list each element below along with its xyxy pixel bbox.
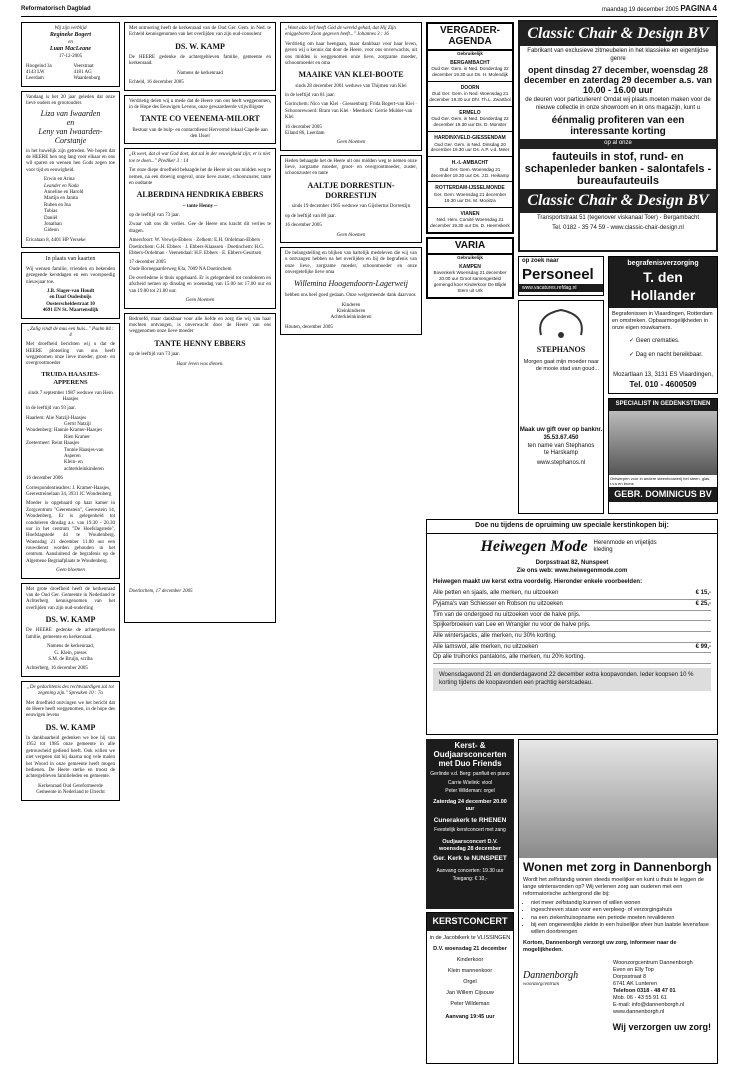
obit-flowers: Geen bloemen — [336, 232, 366, 238]
holl-check: ✓ Geen crematies. — [629, 337, 680, 344]
chair-phone: Tel. 0182 - 35 74 59 - www.classic-chair-design.nl — [552, 224, 684, 231]
birth-date: 17-12-2005 — [58, 54, 83, 60]
obit-name: TANTE HENNY EBBERS — [154, 338, 246, 348]
obit-text: Heden behaagde het de Heere uit ons midden weg te nemen onze lieve, zorgzame moeder, groot- en overgrootmoeder, zuster, schoonzuster en tante — [285, 158, 417, 177]
offer-text: Alle lamswol, alle merken, nu uitzoeken — [433, 643, 539, 650]
agenda-title: VERGADER-AGENDA — [428, 24, 512, 51]
offer-price: € 99,- — [695, 643, 711, 650]
column-3 — [280, 22, 422, 1062]
agenda-place: ROTTERDAM-IJSSELMONDE — [435, 185, 505, 192]
agenda-text: Oud Ger. Gem. Woensdag 21 december 19.30 uur Ds. J.D. Heikamp — [430, 166, 510, 178]
wed-children — [44, 177, 115, 235]
kerst1-line: Toegang: € 10,- — [452, 876, 488, 883]
obit-text2: De HEERE gedenke de achtergebleven familie, gemeente en kerkenraad. — [26, 628, 115, 640]
plaats-line: Oosterscheldestraat 10 — [46, 301, 95, 307]
logo-text: Dannenborgh — [523, 969, 579, 981]
wonen-text: Wordt het zelfstandig wonen steeds moeilijker en kunt u thuis te leggen de lange winteravonden op? Wij verlenen zorg aan ouderen met een reformatorische achtergrond die bij: — [523, 877, 704, 898]
obituary-veenema — [124, 95, 276, 145]
chair-logo: Classic Chair & Design BV — [520, 22, 716, 46]
holl-address: Mozartlaan 13, 3131 ES Vlaardingen, — [613, 372, 713, 379]
kerst1-line: Peter Wildeman: orgel — [445, 788, 495, 795]
birth-and: en — [68, 40, 73, 46]
wonen-slogan: Wij verzorgen uw zorg! — [612, 1021, 711, 1032]
page-date: maandag 19 december 2005 PAGINA 4 — [601, 4, 717, 13]
wonen-phone: Telefoon 0318 - 48 47 01 — [613, 987, 676, 994]
agenda-place: H.-I.-AMBACHT — [451, 160, 489, 167]
wed-name-1: Liza van Iwaarden — [40, 109, 101, 119]
stephanos-cta: Maak uw gift over op banknr. — [519, 427, 603, 434]
dannenborgh-photo — [519, 740, 717, 858]
addr-a-zip: 4143 LW — [26, 69, 45, 75]
signed-line: Kleinkinderen — [336, 309, 366, 315]
thanks-text: De belangstelling en blijken van hartelijk medeleven die wij van u ontvangen hebben na het overlijden en bij de begrafenis van onze lieve, zorgzame moeder, schoonmoeder en onze onvergetelijke lieve oma — [285, 250, 417, 276]
signed-line: Gemeente in Nederland te Utrecht — [36, 790, 105, 796]
child: Tobias — [44, 209, 58, 215]
birth-intro: Wij zijn verblijd — [54, 26, 87, 31]
wonen-web: www.dannenborgh.nl — [613, 1008, 665, 1015]
obit-sub: sinds 28 december 2001 weduwe van Thijmen van Klei — [295, 83, 407, 89]
obit-flowers: Geen bloemen — [185, 298, 215, 304]
agenda-text: Ger. Gem. Woensdag 21 december 19.30 uur Ds. M. Mooitza — [433, 191, 507, 203]
offer-price: € 15,- — [695, 590, 711, 597]
offer-price: € 25,- — [695, 601, 711, 608]
column-1 — [21, 22, 120, 1062]
ad-kerstconcert — [426, 912, 514, 1064]
paper-name: Reformatorisch Dagblad — [21, 6, 91, 12]
heiw-intro: Heiwegen maakt uw kerst extra voordelig. Hieronder enkele voorbeelden: — [433, 578, 643, 585]
addr-b-street: Veerstraat — [73, 63, 94, 69]
obit-text: Verdrietig delen wij u mede dat de Heere van ons heeft weggenomen, in de Hope des Eeuwigen Levens, onze gewaardeerde vrijwilligster — [129, 98, 271, 110]
wed-name-2: Leny van Iwaarden-Corstanje — [38, 127, 103, 145]
varia — [426, 237, 514, 299]
ad-den-hollander — [608, 256, 718, 394]
signed-line: Namens de kerkenraad, — [46, 644, 95, 650]
wedding-announcement — [21, 91, 120, 248]
kerst2-line: D.V. woensdag 21 december — [433, 945, 507, 952]
obit-text2: In dankbaarheid gedenken we hoe hij van 1952 tot 1985 onze gemeente in alle getrouwheid gediend heeft. Ook willen we niet vergeten dat hij daarna nog vele malen het Woord in onze gemeente heeft mogen bedienen. De Heere sterke en troost de achtergebleven familieleden en gemeente. — [26, 735, 115, 780]
obit-text: Verdrietig om haar heengaan, maar dankbaar voor haar leven, geven wij u kennis dat door de Heere, voor ons onverwachts, uit ons midden is weggenomen onze lieve, zorgzame moeder, schoonmoeder en oma — [285, 41, 417, 66]
birth-addresses — [26, 64, 115, 83]
obit-text2: Zwaar valt ons dit verlies. Gee de Heere ons kracht dit verlies te dragen. — [129, 222, 271, 234]
kerst2-line: Aanvang 19:45 uur — [445, 1013, 495, 1020]
wonen-title: Wonen met zorg in Dannenborgh — [523, 860, 712, 874]
chair-opening: opent dinsdag 27 december, woensdag 28 december en zaterdag 29 december a.s. van 10.00 - 16.00 uur — [523, 64, 713, 95]
obit-signed — [26, 784, 115, 797]
holl-banner — [609, 257, 717, 308]
agenda-item — [428, 57, 512, 82]
kerst2-line: Peter Wildeman — [450, 1000, 490, 1007]
addr-b-city: Waardenburg — [73, 76, 101, 82]
offer-text: Alle petten en sjaals, alle merken, nu uitzoeken — [433, 590, 559, 597]
offer-text: Tim van de ondergoed nu uitzoeken voor de halve prijs. — [433, 611, 581, 618]
family-line: Haarlem: Alie Natzijl-Haasjes — [26, 415, 87, 421]
obit-age: op de leeftijd van 80 jaar. — [285, 213, 336, 219]
kerst1-line: Zaterdag 24 december 20.00 uur — [433, 798, 507, 812]
personeel-url: www.vacatures.refdag.nl — [519, 284, 603, 292]
varia-title: VARIA — [428, 239, 512, 256]
obit-address: Correspondentieadres: J. Kramer-Haasjes, Geerestreinelaan 34, 3931 JC Woudenberg — [26, 485, 112, 497]
agenda-text: Oud Ger. Gem. in Ned. Donderdag 22 december 19.30 uur Ds. H. Molendijk — [431, 66, 509, 78]
wonen-mobile: Mob. 06 - 43 55 91 61 — [613, 994, 667, 1001]
offer-text: Op alle truihonks pantalons, alle merken, nu 20% korting. — [433, 654, 586, 661]
obit-age: op de leeftijd van 73 jaar. — [129, 212, 180, 218]
family-line: Rien Kramer — [64, 434, 90, 440]
personeel-top: op zoek naar — [522, 258, 559, 264]
spec-line: Ontwerpen voor in andere steenhouwerij het steen, glas, r.v.s en brons — [610, 475, 711, 486]
obit-date: 16 december 2005 — [285, 223, 322, 229]
obituary-van-klei — [280, 22, 422, 151]
obit-family: Gorinchem: Nico van Klei · Giessenburg: Frida Bogert-van Klei · Schoonrewoerd: Bram van Klei · Meerkerk: Gerrie Mulder-van Klei — [285, 102, 417, 121]
kerst2-line: Orgel — [463, 978, 477, 985]
ad-duo-friends — [426, 739, 514, 909]
wed-text: in het huwelijk zijn getreden. We hopen dat de HEERE hen nog lang voor elkaar en ons wil sparen en wensen hen Gods zegen toe voor tijd en eeuwigheid. — [26, 148, 115, 173]
kerst2-line: Jan Willem Cijsouw — [446, 989, 494, 996]
plaats-title: In plaats van kaarten — [45, 256, 96, 263]
kerst1-line: Ger. Kerk te NUNSPEET — [433, 855, 507, 863]
page-header — [21, 3, 717, 17]
agenda-item — [428, 82, 512, 107]
spec-name: GEBR. DOMINICUS BV — [609, 487, 717, 503]
obit-text: Met grote droefheid heeft de kerkenraad van de Oud Ger. Gemeente in Nederland te Achterberg kennisgenomen van het overlijden van zijn oud-ouderling — [26, 586, 115, 611]
obit-text: Tot onze diepe droefheid behaagde het de Heere uit ons midden weg te nemen, na een droevig ongeval, onze lieve zuster, schoonzuster, tante en oudtante — [129, 168, 271, 186]
wed-intro: Vandaag is het 20 jaar geleden dat onze lieve ouders en grootouders — [26, 94, 115, 107]
heiw-tagline: Herenmode en vrijetijds kleding — [593, 539, 657, 554]
heiw-web: Zie ons web: www.heiwegenmode.com — [516, 568, 628, 575]
obit-age: in de leeftijd van 93 jaar. — [26, 406, 76, 412]
vergader-agenda — [426, 22, 514, 234]
signed-line: Kinderen — [341, 302, 361, 308]
obit-quote: „Ik weet, dat al wat God doet, dat zal in der eeuwigheid zijn; er is niet toe te doen..." Prediker 3 : 14 — [129, 152, 271, 164]
chair-text: de deuren voor particulieren! Omdat wij plaats moeten maken voor de nieuwe collectie in onze showroom en in ons magazijn, kunt u — [525, 97, 711, 112]
plaats-line: 4691 EN St. Maartensdijk — [42, 308, 99, 314]
thanks-signed — [285, 303, 417, 322]
chair-address: Transportstraat 51 (tegenover viskanaal Toer) - Bergambacht — [536, 215, 700, 222]
ad-dannenborgh — [518, 739, 718, 1064]
kerst2-line: Kinderkoor — [456, 956, 484, 963]
heiw-address: Dorpsstraat 82, Nunspeet — [535, 560, 609, 567]
family-line: Woudenberg: Hannie Kramer-Haasjes — [26, 428, 103, 434]
ad-heiwegen-mode — [426, 519, 718, 735]
thanks-place: Houten, december 2005 — [285, 324, 333, 330]
birth-name-1: Regineke Bogert — [49, 32, 92, 39]
wed-and: en — [66, 118, 75, 128]
ad-personeel — [518, 256, 604, 296]
heiw-top: Doe nu tijdens de opruiming uw speciale kerstinkopen bij: — [427, 520, 717, 534]
obit-date: 17 december 2005 — [129, 260, 166, 266]
holl-head: begrafenisverzorging — [627, 260, 699, 267]
thanks-text2: hebben ons heel goed gedaan. Onze welgemeende dank daarvoor. — [285, 293, 417, 299]
stephanos-name: ten name van Stephanos — [527, 442, 595, 449]
agenda-place: VIANEN — [460, 210, 480, 217]
stephanos-place: te Harskamp — [543, 450, 578, 457]
ad-stephanos — [518, 300, 604, 514]
kerst1-line: Cunerakerk te RHENEN — [433, 816, 507, 824]
varia-item — [428, 261, 512, 297]
obit-signed: Namens de kerkenraad — [177, 70, 223, 76]
wonen-email: E-mail: info@dannenborgh.nl — [613, 1001, 685, 1008]
agenda-item — [428, 132, 512, 157]
agenda-text: Oud Ger. Gem. in Ned. Dinsdag 20 december 19.30 uur Ds. A.P. v.d. Meer — [430, 141, 510, 153]
stephanos-wreath-icon — [531, 305, 591, 345]
wonen-addr: 6741 AK Lunteren — [613, 980, 658, 987]
personeel-word: Personeel — [522, 265, 594, 283]
birth-announcement — [21, 22, 120, 87]
offer-text: Spijkerbroeken van Lee en Wrangler nu voor de halve prijs. — [433, 622, 591, 629]
kerst2-head: KERSTCONCERT — [427, 913, 513, 931]
addr-a-city: Leerdam — [26, 76, 44, 82]
kerst1-line: Gerlinde v.d. Berg: panfluit en piano — [430, 771, 510, 778]
heiw-logo: Heiwegen Mode — [480, 537, 588, 555]
kerst1-line: Aanvang concerten: 19.30 uur — [436, 867, 504, 874]
obituary-kamp-echteld — [124, 22, 276, 91]
obit-text3: De overledene is thuis opgebaard. Er is gelegenheid tot condoleren en afscheid nemen op dinsdag en woensdag van 15.00 tot 17.00 uur en van 19.00 tot 21.00 uur. — [129, 276, 271, 294]
stephanos-text: Morgen gaat mijn moeder naar de mooie stad van goud... — [523, 359, 599, 373]
kerst1-line: Feestelijk kerstconcert met zang — [434, 826, 506, 833]
offer-text: Alle wintersjacks, alle merken, nu 30% korting. — [433, 633, 557, 640]
obit-name: TANTE CO VEENEMA-MILORT — [140, 114, 260, 124]
varia-place: KAMPEN — [459, 263, 481, 270]
chair-products: fauteuils in stof, rund- en schapenleder banken - salontafels - bureaufauteuils — [524, 150, 712, 187]
stephanos-bank: 35.53.67.450 — [543, 434, 579, 441]
wonen-item: • niet meer zelfstandig kunnen of willen wonen — [531, 900, 713, 907]
obit-name: DS. W. KAMP — [45, 722, 96, 732]
gravestones-image — [609, 411, 717, 475]
agenda-place: ERMELO — [459, 110, 481, 117]
logo-sub: woonzorgcentrum — [523, 982, 559, 988]
agenda-item — [428, 208, 512, 232]
obit-text: Bedroefd, maar dankbaar voor alle liefde en zorg die wij van haar mochten ontvangen, is onverwacht door de Heere van ons weggenomen onze lieve moeder — [129, 316, 271, 335]
plaats-line: en Daaf Oudeshuijs — [49, 295, 92, 301]
agenda-text: Ned. Herv. Comité Woensdag 21 december 19.30 uur Ds. D. Heemskerk — [430, 216, 510, 228]
heiw-offer — [433, 643, 711, 654]
child: Anneline en Harold — [44, 190, 84, 195]
child: Daniël — [44, 215, 58, 221]
obit-family: Amersfoort: W. Verwijs-Ebbers · Zelhem: E.H. Ordelman-Ebbers · Doetinchem: G.H. Ebbers · J. Ebbers-Klaassen · Doetinchem: H.G. Ebbers-Ordelman · Veenendaal: H.F. Ebbers · E. Ebbers-Geurtsen — [129, 238, 265, 256]
family-line: Klein- en achterkleinkinderen — [64, 460, 104, 472]
heiw-offer — [433, 653, 711, 664]
kerst2-line: Klein mannenkoor — [447, 967, 493, 974]
obit-age: in de leeftijd van 81 jaar. — [285, 92, 335, 98]
plaats-text: Wij wensen familie, vrienden en bekenden gezegende kerstdagen en een voorspoedig nieuwjaar toe. — [26, 266, 115, 285]
stephanos-url: www.stephanos.nl — [536, 459, 586, 466]
obit-place: Echteld, 16 december 2005 — [129, 80, 184, 86]
obituary-kamp-achterberg — [21, 583, 120, 677]
agenda-item — [428, 107, 512, 132]
birth-name-2: Luan MacLeane — [49, 46, 92, 53]
thanks-name: Willemina Hoogendoorn-Lagerweij — [294, 279, 408, 289]
wonen-item: • bij een ongeneeslijke ziekte in een huiselijke sfeer hun laatste levensfase willen doorbrengen — [531, 922, 713, 936]
obituary-henny-ebbers — [124, 313, 276, 623]
obit-text: Met droefheid ontvingen we het bericht dat de Heere heeft weggenomen, in de hope des eeuwigen levens — [26, 700, 115, 719]
heiw-offer — [433, 621, 711, 632]
agenda-place: HARDINXVELD-GIESSENDAM — [434, 135, 506, 142]
holl-check: ✓ Dag en nacht bereikbaar. — [629, 351, 703, 358]
wonen-item: • ingeschreven staan voor een verpleeg- of verzorgingshuis — [531, 907, 713, 914]
obit-text2: Moeder is opgebaard op haar kamer in Zorgcentrum "Geerenstein", Geerestein 14, Woudenberg. Er is gelegenheid tot condoleren dinsdag a.s. van 19.30 - 20.30 uur in het centrum "De Hoefslagstede", Hoefslagstede 44 te Woudenberg. Woensdag 21 december 11.00 uur een rouwdienst worden gehouden in het centrum. Aansluitend de begrafenis op de Algemene Begraafplaats te Woudenberg. — [26, 501, 115, 564]
heiw-offer — [433, 589, 711, 600]
obit-sub: sinds 7 september 1987 weduwe van Hein Haasjes — [28, 390, 113, 402]
child: Ruben en Ina — [44, 202, 71, 208]
wonen-item: • na een ziekenhuisopname een periode moeten revalideren — [531, 915, 713, 922]
heiw-offer — [433, 600, 711, 611]
obit-text: Met droefheid berichten wij u dat de HEERE plotseling van ons heeft weggenomen onze lieve moeder, groot- en overgrootmoeder — [26, 342, 115, 367]
obit-place: Achterberg, 16 december 2005 — [26, 666, 88, 672]
agenda-place: BERGAMBACHT — [450, 59, 490, 66]
obituary-ebbers — [124, 148, 276, 308]
obit-sub: sinds 19 december 1965 weduwe van Gijsbertus Dorrestijn — [291, 204, 411, 210]
obit-footer: Doetinchem, 17 december 2005 — [129, 588, 193, 594]
obit-text2: De HEERE gedenke de achtergebleven familie, gemeente en kerkenraad. — [129, 55, 271, 67]
child: Gideon — [44, 228, 59, 234]
kerst2-line: in de Jacobikerk te VLISSINGEN — [429, 934, 511, 941]
wonen-addr: Even en Elly Top — [613, 966, 654, 973]
chair-logo-bottom: Classic Chair & Design BV — [520, 189, 716, 213]
obit-flowers: Geen bloemen — [56, 568, 85, 574]
spec-head: SPECIALIST IN GEDENKSTENEN — [609, 399, 717, 411]
chair-headline: éénmalig profiteren van een interessante korting — [551, 114, 685, 137]
child: Jonathan — [44, 221, 62, 227]
varia-sub: Gebruikelijk — [457, 255, 483, 261]
obit-text: Met ontroering heeft de kerkenraad van de Oud Ger. Gem. in Ned. te Echteld kennisgenomen van het overlijden van zijn oud-consulent — [129, 26, 271, 38]
column-2 — [124, 22, 276, 1062]
wonen-addr: Dorpsstraat 8 — [613, 973, 647, 980]
agenda-text: Oud Ger. Gem. in Ned. Woensdag 21 december 19.30 uur Dhr. Th.L. Zwartbol — [429, 91, 511, 103]
obituary-kamp-utrecht — [21, 681, 120, 801]
child: Martijn en Janita — [44, 196, 78, 202]
obit-date: 16 december 2006 — [26, 476, 63, 482]
obit-family — [26, 416, 115, 474]
holl-check-2: Dag en nacht bereikbaar. — [635, 351, 703, 358]
stephanos-logo: STEPHANOS — [536, 345, 586, 354]
varia-text: Bovenkerk Woensdag 21 december 20.00 uur Groot samengesteld gemengd koor Kinderkoor De Blijde Stem uit Urk — [433, 270, 507, 293]
child: Leander en Nada — [44, 183, 79, 189]
wed-address: Ericalaan 8, 4401 HP Yerseke — [26, 237, 86, 243]
obit-quote: „Zalig vindt de mus een huis..." Psalm 84 : 4 — [27, 326, 114, 338]
obit-signed — [26, 644, 115, 663]
wonen-footer: Kortom, Dannenborgh verzorgt uw zorg, informeer naar de mogelijkheden. — [523, 939, 677, 953]
obit-name: ALBERDINA HENDRIKA EBBERS — [136, 190, 264, 200]
ad-classic-chair — [518, 20, 718, 252]
agenda-place: DOORN — [460, 84, 480, 91]
obit-signed: Bestuur van de bulp- en contactdienst Hervormd lokaal Capelle aan den IJssel — [132, 127, 268, 139]
ad-dominicus — [608, 398, 718, 514]
holl-phone: Tel. 010 - 4600509 — [629, 379, 697, 389]
obit-name: MAAIKE VAN KLEI-BOOTE — [298, 70, 404, 80]
chair-op: op al onze — [520, 139, 716, 149]
agenda-item — [428, 157, 512, 182]
family-line: Zoetermeer: Reint Haasjes — [26, 441, 80, 447]
agenda-text: Oud Ger. Gem. in Ned. Donderdag 22 december 19.30 uur Ds. D. Monster — [431, 116, 509, 128]
obit-age: op de leeftijd van 73 jaar. — [129, 352, 180, 358]
obit-address: Eiland 86, Leerdam — [285, 130, 325, 136]
obit-name: DS. W. KAMP — [45, 615, 96, 625]
obit-nickname: ~ tante Henny ~ — [183, 203, 217, 209]
addr-b-zip: 4181 AG — [73, 69, 92, 75]
obituary-dorrestijn — [280, 155, 422, 243]
obit-name: TRUIDA HAASJES-APPERENS — [41, 370, 100, 387]
kerst1-head: Kerst- & Oudjaarsconcerten met Duo Friends — [433, 741, 507, 768]
signed-line: Achterkleinkinderen — [330, 315, 372, 321]
holl-name: T. den Hollander — [630, 268, 696, 303]
holl-check-1: Geen crematies. — [635, 337, 680, 344]
obit-flowers: Geen bloemen — [336, 140, 366, 146]
wonen-addr: Woonzorgcentrum Dannenborgh — [613, 959, 693, 966]
plaats-name: J.B. Slager-van Houdt — [46, 288, 95, 294]
obit-address: Oude Bornegaarderweg 83a, 7009 NA Doetinchem — [129, 266, 232, 272]
addr-a-street: Hoogeind 3a — [26, 63, 52, 69]
obit-name: DS. W. KAMP — [175, 41, 225, 51]
obit-date: 16 december 2005 — [285, 124, 322, 130]
heiw-footer: Woensdagavond 21 en donderdagavond 22 december extra koopavonden. Ieder koopsen 10 % korting tijdens de koopavonden een prachtig kerstcadeau. — [433, 668, 711, 691]
offer-text: Pyjama's van Schiesser en Robson nu uitzoeken — [433, 601, 563, 608]
in-plaats-van-kaarten — [21, 252, 120, 318]
obit-name: AALTJE DORRESTIJN-DORRESTIJN — [307, 180, 395, 201]
agenda-sub: Gebruikelijk — [457, 51, 483, 56]
kerst1-line: Carrie Wielink: viool — [447, 779, 493, 786]
family-line: Tonnie Haasjes-van Asperen — [64, 447, 104, 460]
chair-text: Fabrikant van exclusieve zitmeubelen in het klassieke en eigentijdse genre — [527, 48, 709, 63]
kerst1-line: Oudjaarsconcert D.V. woensdag 28 december — [438, 839, 502, 853]
agenda-column — [426, 22, 514, 516]
signed-line: S.M. de Bruijn, scriba — [48, 657, 93, 663]
holl-text: Begrafenissen in Vlaardingen, Rotterdam en omstreken. Opbaarmogelijkheden in onze eigen rouwkamers. — [612, 310, 713, 331]
signed-line: G. Klein, preses — [54, 650, 87, 656]
obit-quote: „De gedachtenis des rechtvaardigen zal tot zegening zijn." Spreuken 10 : 7a — [27, 684, 114, 697]
signed-line: Kerkenraad Oud Gereformeerde — [38, 783, 103, 789]
agenda-item — [428, 182, 512, 207]
obit-quote: „Want alzo lief heeft God de wereld gehad, dat Hij Zijn eniggeboren Zoon gegeven heeft..." Johannes 3 : 16 — [285, 26, 396, 38]
family-line: Gerrit Natzijl — [64, 422, 91, 428]
dannenborgh-logo — [523, 960, 613, 1016]
child: Erwin en Arina — [44, 177, 75, 183]
heiw-offer — [433, 611, 711, 622]
obituary-haasjes — [21, 323, 120, 579]
thank-you-hoogendoorn — [280, 247, 422, 335]
obit-sub: Haar leven was dienen. — [176, 362, 224, 368]
heiw-offer — [433, 632, 711, 643]
